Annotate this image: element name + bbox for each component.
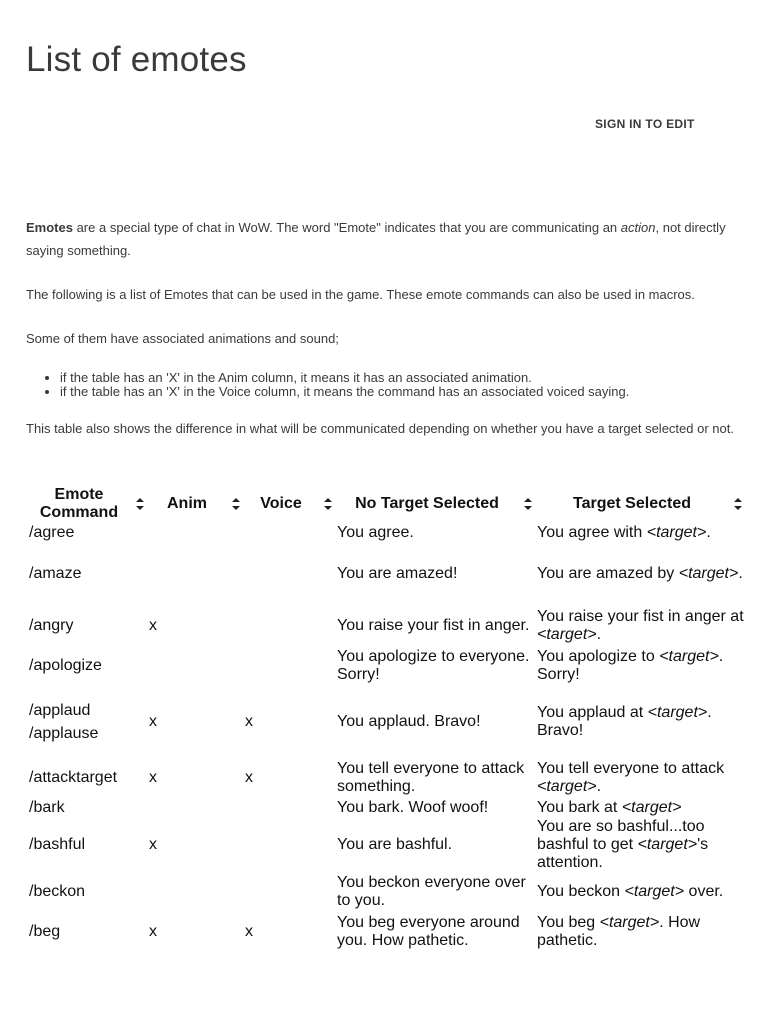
anim-cell: x [149,712,157,730]
emote-command-cell [26,912,146,952]
target-text-post: . [738,565,743,582]
intro-text-b: , not directly saying something. [26,220,726,258]
no-target-cell: You are amazed! [337,565,458,582]
no-target-cell: You apologize to everyone. Sorry! [337,648,530,683]
no-target-cell: You agree. [337,524,414,541]
emote-command: /beg [29,923,61,940]
intro-paragraph [26,216,746,262]
target-cell [534,543,744,605]
emote-command: /bashful [29,836,86,853]
target-text-post: 's attention. [537,836,709,871]
column-header-command[interactable]: Emote Command [26,484,146,523]
column-header-target[interactable]: Target Selected [534,484,744,523]
target-placeholder: <target> [646,524,707,541]
target-cell [534,686,744,757]
table-row [26,818,744,872]
target-cell [534,605,744,646]
target-cell [534,757,744,798]
voice-cell [242,646,334,686]
emote-command-cell [26,543,146,605]
target-text-pre: You agree with [537,524,647,541]
anim-cell [146,798,242,818]
page-title: List of emotes [26,40,247,79]
table-row [26,872,744,912]
emotes-table [26,484,744,952]
target-text-post: . [596,777,602,795]
emote-command-cell [26,872,146,912]
target-cell [534,798,744,818]
no-target-cell: You beckon everyone over to you. [337,874,526,909]
target-placeholder: <target> [659,648,719,665]
table-row [26,912,744,952]
target-text-pre: You bark at [537,799,622,816]
table-row [26,605,744,646]
emote-command: /apologize [29,657,102,674]
emote-command-cell [26,686,146,757]
column-legend-list [26,371,629,399]
table-row [26,523,744,543]
table-row [26,646,744,686]
target-cell [534,523,744,543]
no-target-cell: You raise your fist in anger. [337,616,530,634]
column-header-no-target[interactable]: No Target Selected [334,484,534,523]
sort-icon[interactable] [232,498,240,510]
target-placeholder: <target> [599,914,660,931]
target-placeholder: <target> [637,836,698,853]
emotes-bold-term: Emotes [26,220,73,235]
no-target-cell: You bark. Woof woof! [337,799,489,816]
sign-in-to-edit-link[interactable]: SIGN IN TO EDIT [595,117,695,131]
anim-cell: x [149,923,157,940]
emote-command-cell [26,523,146,543]
sort-icon[interactable] [136,498,144,510]
target-cell [534,646,744,686]
voice-cell: x [245,768,253,786]
voice-cell: x [245,712,253,730]
no-target-cell: You applaud. Bravo! [337,712,481,730]
table-header-row [26,484,744,523]
emote-command-cell [26,646,146,686]
emote-command: /bark [29,799,65,816]
target-text-pre: You are amazed by [537,565,679,582]
intro-text-a: are a special type of chat in WoW. The word "Emote" indicates that you are communicating an [72,220,621,235]
target-text-pre: You beckon [537,883,625,900]
target-difference-paragraph: This table also shows the difference in what will be communicated depending on whether you have a target selected or not. [26,421,734,436]
anim-cell [146,543,242,605]
no-target-cell: You beg everyone around you. How pathetic. [337,914,520,949]
emote-command: /amaze [29,565,82,582]
anim-cell: x [149,768,157,786]
anim-cell [146,872,242,912]
table-row [26,757,744,798]
anim-cell [146,646,242,686]
emote-command-cell [26,757,146,798]
voice-cell [242,543,334,605]
table-row [26,686,744,757]
target-cell [534,912,744,952]
target-text-pre: You apologize to [537,648,660,665]
animations-paragraph: Some of them have associated animations and sound; [26,331,339,346]
voice-cell [242,523,334,543]
emote-command: /beckon [29,883,86,900]
target-text-pre: You are so bashful...too bashful to get [537,818,705,853]
emote-command-cell [26,605,146,646]
target-placeholder: <target> [678,565,739,582]
target-text-post: . [706,524,711,541]
target-text-post: . Bravo! [537,703,712,739]
column-header-voice[interactable]: Voice [242,484,334,523]
target-text-post: . [596,625,602,643]
target-placeholder: <target> [537,625,597,643]
target-cell [534,818,744,872]
target-placeholder: <target> [537,777,597,795]
voice-cell [242,872,334,912]
table-row [26,798,744,818]
target-cell [534,872,744,912]
target-text-post: over. [684,883,724,900]
voice-legend-item: • if the table has an 'X' in the Voice column, it means the command has an associated voiced saying. [60,385,629,399]
emote-command-cell [26,818,146,872]
voice-cell: x [245,923,253,940]
voice-cell [242,818,334,872]
anim-cell [146,523,242,543]
sort-icon[interactable] [324,498,332,510]
target-text-post: . How pathetic. [537,914,701,949]
target-text-pre: You applaud at [537,703,648,721]
target-placeholder: <target> [621,799,682,816]
emote-command-cell [26,798,146,818]
target-text-pre: You beg [537,914,600,931]
target-text-pre: You raise your fist in anger at [537,607,744,625]
emote-command: /applause [29,724,99,742]
sort-icon[interactable] [524,498,532,510]
anim-cell: x [149,836,157,853]
action-italic-term: action [620,220,656,235]
emote-command: /attacktarget [29,768,118,786]
emote-command: /applaud [29,701,91,719]
emote-command: /angry [29,616,74,634]
no-target-cell: You tell everyone to attack something. [337,759,525,795]
target-placeholder: <target> [647,703,708,721]
target-placeholder: <target> [624,883,685,900]
target-text-post: . Sorry! [537,648,724,683]
column-header-anim[interactable]: Anim [146,484,242,523]
anim-legend-item: • if the table has an 'X' in the Anim column, it means it has an associated animation. [60,371,629,385]
anim-cell: x [149,616,157,634]
no-target-cell: You are bashful. [337,836,453,853]
voice-cell [242,605,334,646]
macros-paragraph: The following is a list of Emotes that can be used in the game. These emote commands can also be used in macros. [26,287,695,302]
emote-command: /agree [29,524,75,541]
table-row [26,543,744,605]
target-text-pre: You tell everyone to attack [537,759,725,777]
voice-cell [242,798,334,818]
sort-icon[interactable] [734,498,742,510]
